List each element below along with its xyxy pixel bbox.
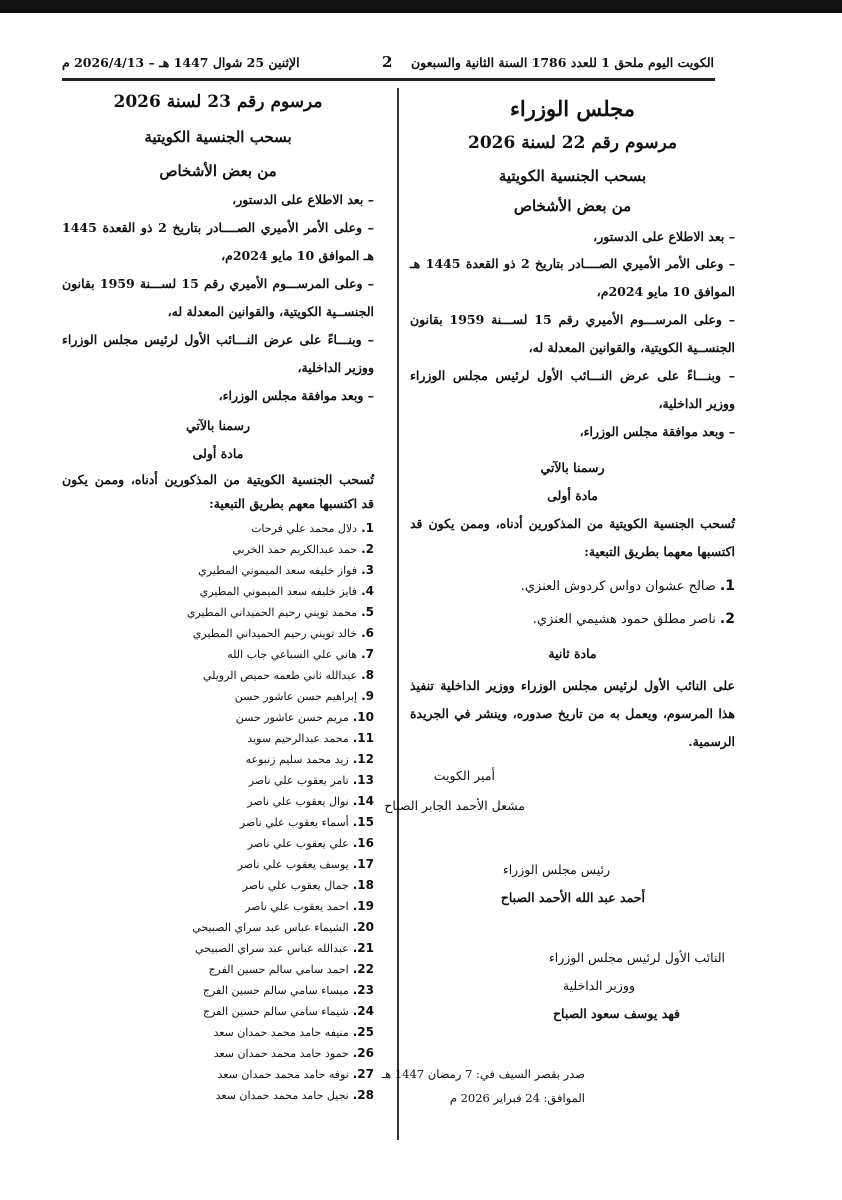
decree-23-subtitle-1: بسحب الجنسية الكويتية xyxy=(144,128,292,146)
list-item-name: مريم حسن عاشور حسن xyxy=(235,711,349,724)
list-item-name: إبراهيم حسن عاشور حسن xyxy=(234,690,358,703)
header-publication: الكويت اليوم ملحق 1 للعدد 1786 السنة الثانية والسبعون xyxy=(410,55,714,70)
list-item-number: 10. xyxy=(352,710,374,724)
list-item-name: جمال يعقوب علي ناصر xyxy=(242,879,349,892)
header-page-number: 2 xyxy=(382,53,393,71)
pm-signature xyxy=(410,856,735,912)
list-item xyxy=(62,1001,374,1022)
list-item-number: 11. xyxy=(352,731,374,745)
list-item-name: منيفه حامد محمد حمدان سعد xyxy=(213,1026,349,1039)
list-item-number: 5. xyxy=(361,605,374,619)
list-item xyxy=(62,644,374,665)
list-item-number: 9. xyxy=(361,689,374,703)
list-item-name: احمد يعقوب علي ناصر xyxy=(245,900,349,913)
preamble-line: – وبعد موافقة مجلس الوزراء، xyxy=(218,388,374,403)
list-item xyxy=(62,791,374,812)
list-item-number: 28. xyxy=(352,1088,374,1102)
decree-22-subtitle-2: من بعض الأشخاص xyxy=(513,197,632,215)
list-item xyxy=(62,1022,374,1043)
list-item-number: 27. xyxy=(352,1067,374,1081)
list-item xyxy=(62,812,374,833)
list-item-name: محمد تويني رحيم الحميداني المطيري xyxy=(186,606,358,619)
list-item xyxy=(62,875,374,896)
list-item-number: 23. xyxy=(352,983,374,997)
article-1-text: تُسحب الجنسية الكويتية من المذكورين أدناه، وممن يكون قد اكتسبها معهما بطريق التبعية: xyxy=(410,516,735,559)
deputy-name: فهد يوسف سعود الصباح xyxy=(552,1006,680,1021)
corresponding-line: الموافق: 24 فبراير 2026 م xyxy=(449,1091,585,1105)
list-item-name: زيد محمد سليم زنبوعه xyxy=(245,753,349,766)
page-header xyxy=(62,53,714,75)
preamble-line: – وبنـــاءً على عرض النـــائب الأول لرئيس مجلس الوزراء ووزير الداخلية، xyxy=(410,368,735,411)
names-list xyxy=(62,518,374,1106)
list-item-name: علي يعقوب علي ناصر xyxy=(247,837,349,850)
list-item xyxy=(62,539,374,560)
list-item-number: 24. xyxy=(352,1004,374,1018)
list-item-name: شيماء سامي سالم حسين الفرج xyxy=(203,1005,349,1018)
list-item-number: 12. xyxy=(352,752,374,766)
preamble-line: – بعد الاطلاع على الدستور، xyxy=(232,192,374,207)
list-item-number: 15. xyxy=(352,815,374,829)
top-black-bar xyxy=(0,0,842,13)
list-item-name: حمود حامد محمد حمدان سعد xyxy=(213,1047,349,1060)
decree-22-subtitle-1: بسحب الجنسية الكويتية xyxy=(498,167,647,185)
article-2-text: على النائب الأول لرئيس مجلس الوزراء ووزير الداخلية تنفيذ هذا المرسوم، ويعمل به من تاريخ صدوره، وينشر في الجريدة الرسمية. xyxy=(410,678,735,749)
list-item xyxy=(62,854,374,875)
decree-23-subtitle-2: من بعض الأشخاص xyxy=(159,162,277,180)
list-item xyxy=(62,560,374,581)
deputy-title-2: ووزير الداخلية xyxy=(562,978,635,993)
pm-name: أحمد عبد الله الأحمد الصباح xyxy=(500,890,645,905)
list-item-number: 1. xyxy=(361,521,374,535)
list-item-number: 25. xyxy=(352,1025,374,1039)
preamble-line: – وبنـــاءً على عرض النـــائب الأول لرئيس مجلس الوزراء ووزير الداخلية، xyxy=(62,332,374,375)
list-item xyxy=(62,938,374,959)
decree-23-title: مرسوم رقم 23 لسنة 2026 xyxy=(113,92,323,112)
list-item-number: 20. xyxy=(352,920,374,934)
list-item-number: 18. xyxy=(352,878,374,892)
list-item xyxy=(62,770,374,791)
list-item-number: 26. xyxy=(352,1046,374,1060)
list-item-number: 6. xyxy=(361,626,374,640)
list-item-name: أسماء يعقوب علي ناصر xyxy=(239,816,349,829)
preamble-line: – وعلى الأمر الأميري الصــــادر بتاريخ 2 ذو القعدة 1445 هـ الموافق 10 مايو 2024م، xyxy=(62,220,374,263)
list-item xyxy=(62,896,374,917)
list-item xyxy=(62,980,374,1001)
article-1-text: تُسحب الجنسية الكويتية من المذكورين أدناه، وممن يكون قد اكتسبها معهم بطريق التبعية: xyxy=(62,472,374,511)
list-item xyxy=(62,1043,374,1064)
preamble-line: – بعد الاطلاع على الدستور، xyxy=(593,229,735,244)
list-item-number: 3. xyxy=(361,563,374,577)
list-item-name: ميساء سامي سالم حسين الفرج xyxy=(202,984,349,997)
list-item-name: احمد سامي سالم حسين الفرج xyxy=(208,963,349,976)
list-item-number: 17. xyxy=(352,857,374,871)
list-item xyxy=(62,707,374,728)
list-item-name: الشيماء عباس عبد سراي الصبيحي xyxy=(192,921,349,934)
deputy-signature xyxy=(410,944,735,1028)
list-item-name: دلال محمد علي فرحات xyxy=(251,522,358,535)
list-item: 2.ناصر مطلق حمود هشيمي العنزي. xyxy=(532,611,735,627)
list-item xyxy=(62,665,374,686)
list-item xyxy=(62,749,374,770)
list-item-name: تامر يعقوب علي ناصر xyxy=(248,774,349,787)
names-list xyxy=(410,570,735,636)
list-item xyxy=(62,917,374,938)
list-item xyxy=(62,602,374,623)
council-heading: مجلس الوزراء xyxy=(510,96,635,121)
list-item-name: خالد تويني رحيم الحميداني المطيري xyxy=(192,627,358,640)
list-item-name: نوفه حامد محمد حمدان سعد xyxy=(217,1068,349,1081)
preamble-line: – وعلى المرســـوم الأميري رقم 15 لســـنة 1959 بقانون الجنســية الكويتية، والقوانين المعدلة له، xyxy=(410,312,735,355)
preamble-line: – وعلى الأمر الأميري الصــــادر بتاريخ 2 ذو القعدة 1445 هـ الموافق 10 مايو 2024م، xyxy=(410,256,736,299)
list-item xyxy=(62,728,374,749)
list-item-number: 19. xyxy=(352,899,374,913)
preamble-line: – وبعد موافقة مجلس الوزراء، xyxy=(579,424,735,439)
article-1-heading: مادة أولى xyxy=(192,446,244,461)
list-item-number: 16. xyxy=(352,836,374,850)
header-rule xyxy=(62,78,715,81)
list-item xyxy=(62,959,374,980)
issued-line: صدر بقصر السيف في: 7 رمضان 1447 هـ xyxy=(381,1067,585,1081)
list-item xyxy=(62,686,374,707)
column-divider xyxy=(397,88,399,1140)
list-item-number: 2. xyxy=(361,542,374,556)
list-item-number: 22. xyxy=(352,962,374,976)
decree-22-column xyxy=(381,92,736,1110)
article-2-heading: مادة ثانية xyxy=(548,646,597,661)
list-item-number: 21. xyxy=(352,941,374,955)
list-item-number: 8. xyxy=(361,668,374,682)
decree-22-title: مرسوم رقم 22 لسنة 2026 xyxy=(468,133,677,153)
list-item-name: محمد عبدالرحيم سويد xyxy=(247,732,349,745)
list-item-name: حمد عبدالكريم حمد الخربي xyxy=(232,543,358,556)
decreed-line: رسمنا بالآتي xyxy=(540,460,605,475)
header-date: الإثنين 25 شوال 1447 هـ – 2026/4/13 م xyxy=(62,55,300,70)
list-item-name: يوسف يعقوب علي ناصر xyxy=(237,858,349,871)
emir-signature xyxy=(384,762,735,820)
preamble-line: – وعلى المرســـوم الأميري رقم 15 لســـنة 1959 بقانون الجنســية الكويتية، والقوانين المعدلة له، xyxy=(62,276,374,319)
list-item-name: نجيل حامد محمد حمدان سعد xyxy=(215,1089,349,1102)
list-item-name: نوال يعقوب علي ناصر xyxy=(247,795,349,808)
deputy-title: النائب الأول لرئيس مجلس الوزراء xyxy=(548,950,725,965)
list-item xyxy=(62,581,374,602)
list-item-name: فايز خليفه سعد الميموني المطيري xyxy=(199,585,358,598)
list-item-name: عبدالله ثاني طعمه حميص الرويلي xyxy=(202,669,358,682)
list-item xyxy=(62,623,374,644)
list-item-number: 14. xyxy=(352,794,374,808)
emir-title: أمير الكويت xyxy=(433,768,495,783)
issue-date-block xyxy=(381,1062,735,1110)
pm-title: رئيس مجلس الوزراء xyxy=(502,862,610,877)
list-item-name: عبدالله عباس عبد سراي الصبيحي xyxy=(195,942,349,955)
list-item xyxy=(62,518,374,539)
article-1-heading: مادة أولى xyxy=(547,488,598,503)
list-item-name: فواز خليفه سعد الميموني المطيري xyxy=(198,564,358,577)
list-item xyxy=(62,1064,374,1085)
list-item-name: هاني علي السباعي جاب الله xyxy=(227,648,358,661)
emir-name: مشعل الأحمد الجابر الصباح xyxy=(384,798,525,813)
list-item xyxy=(62,833,374,854)
list-item-number: 7. xyxy=(361,647,374,661)
list-item-number: 13. xyxy=(352,773,374,787)
list-item-number: 4. xyxy=(361,584,374,598)
list-item: 1.صالح عشوان دواس كردوش العنزي. xyxy=(520,578,735,594)
decreed-line: رسمنا بالآتي xyxy=(186,418,250,433)
decree-23-column xyxy=(62,92,374,1106)
list-item xyxy=(62,1085,374,1106)
